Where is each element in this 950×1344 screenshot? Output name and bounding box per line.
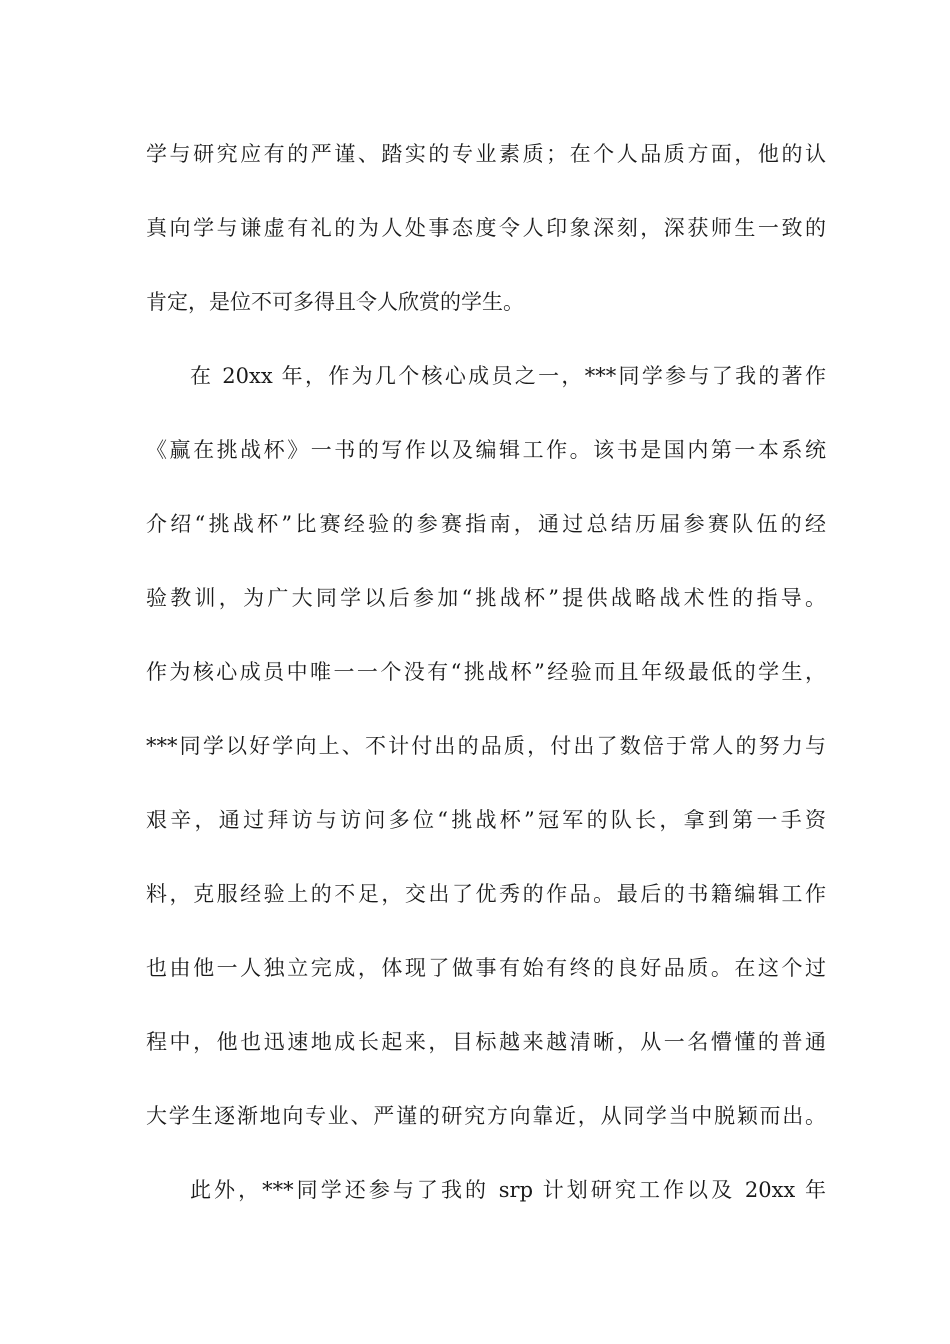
text-line: 作为核心成员中唯一一个没有“挑战杯”经验而且年级最低的学生， xyxy=(146,660,826,684)
paragraph-start-line: 此外，***同学还参与了我的 srp 计划研究工作以及 20xx 年 xyxy=(190,1178,826,1202)
text-line: 大学生逐渐地向专业、严谨的研究方向靠近，从同学当中脱颖而出。 xyxy=(146,1104,826,1128)
text-line: 验教训，为广大同学以后参加“挑战杯”提供战略战术性的指导。 xyxy=(146,586,826,610)
paragraph-start-line: 在 20xx 年，作为几个核心成员之一，***同学参与了我的著作 xyxy=(190,364,826,388)
text-line: 肯定，是位不可多得且令人欣赏的学生。 xyxy=(146,290,524,314)
text-line: 介绍“挑战杯”比赛经验的参赛指南，通过总结历届参赛队伍的经 xyxy=(146,512,826,536)
text-line: 学与研究应有的严谨、踏实的专业素质；在个人品质方面，他的认 xyxy=(146,142,826,166)
text-line: 真向学与谦虚有礼的为人处事态度令人印象深刻，深获师生一致的 xyxy=(146,216,826,240)
text-line: 料，克服经验上的不足，交出了优秀的作品。最后的书籍编辑工作 xyxy=(146,882,826,906)
text-line: 艰辛，通过拜访与访问多位“挑战杯”冠军的队长，拿到第一手资 xyxy=(146,808,826,832)
text-line: 《赢在挑战杯》一书的写作以及编辑工作。该书是国内第一本系统 xyxy=(146,438,826,462)
text-line: 也由他一人独立完成，体现了做事有始有终的良好品质。在这个过 xyxy=(146,956,826,980)
text-line: 程中，他也迅速地成长起来，目标越来越清晰，从一名懵懂的普通 xyxy=(146,1030,826,1054)
text-line: ***同学以好学向上、不计付出的品质，付出了数倍于常人的努力与 xyxy=(146,734,826,758)
